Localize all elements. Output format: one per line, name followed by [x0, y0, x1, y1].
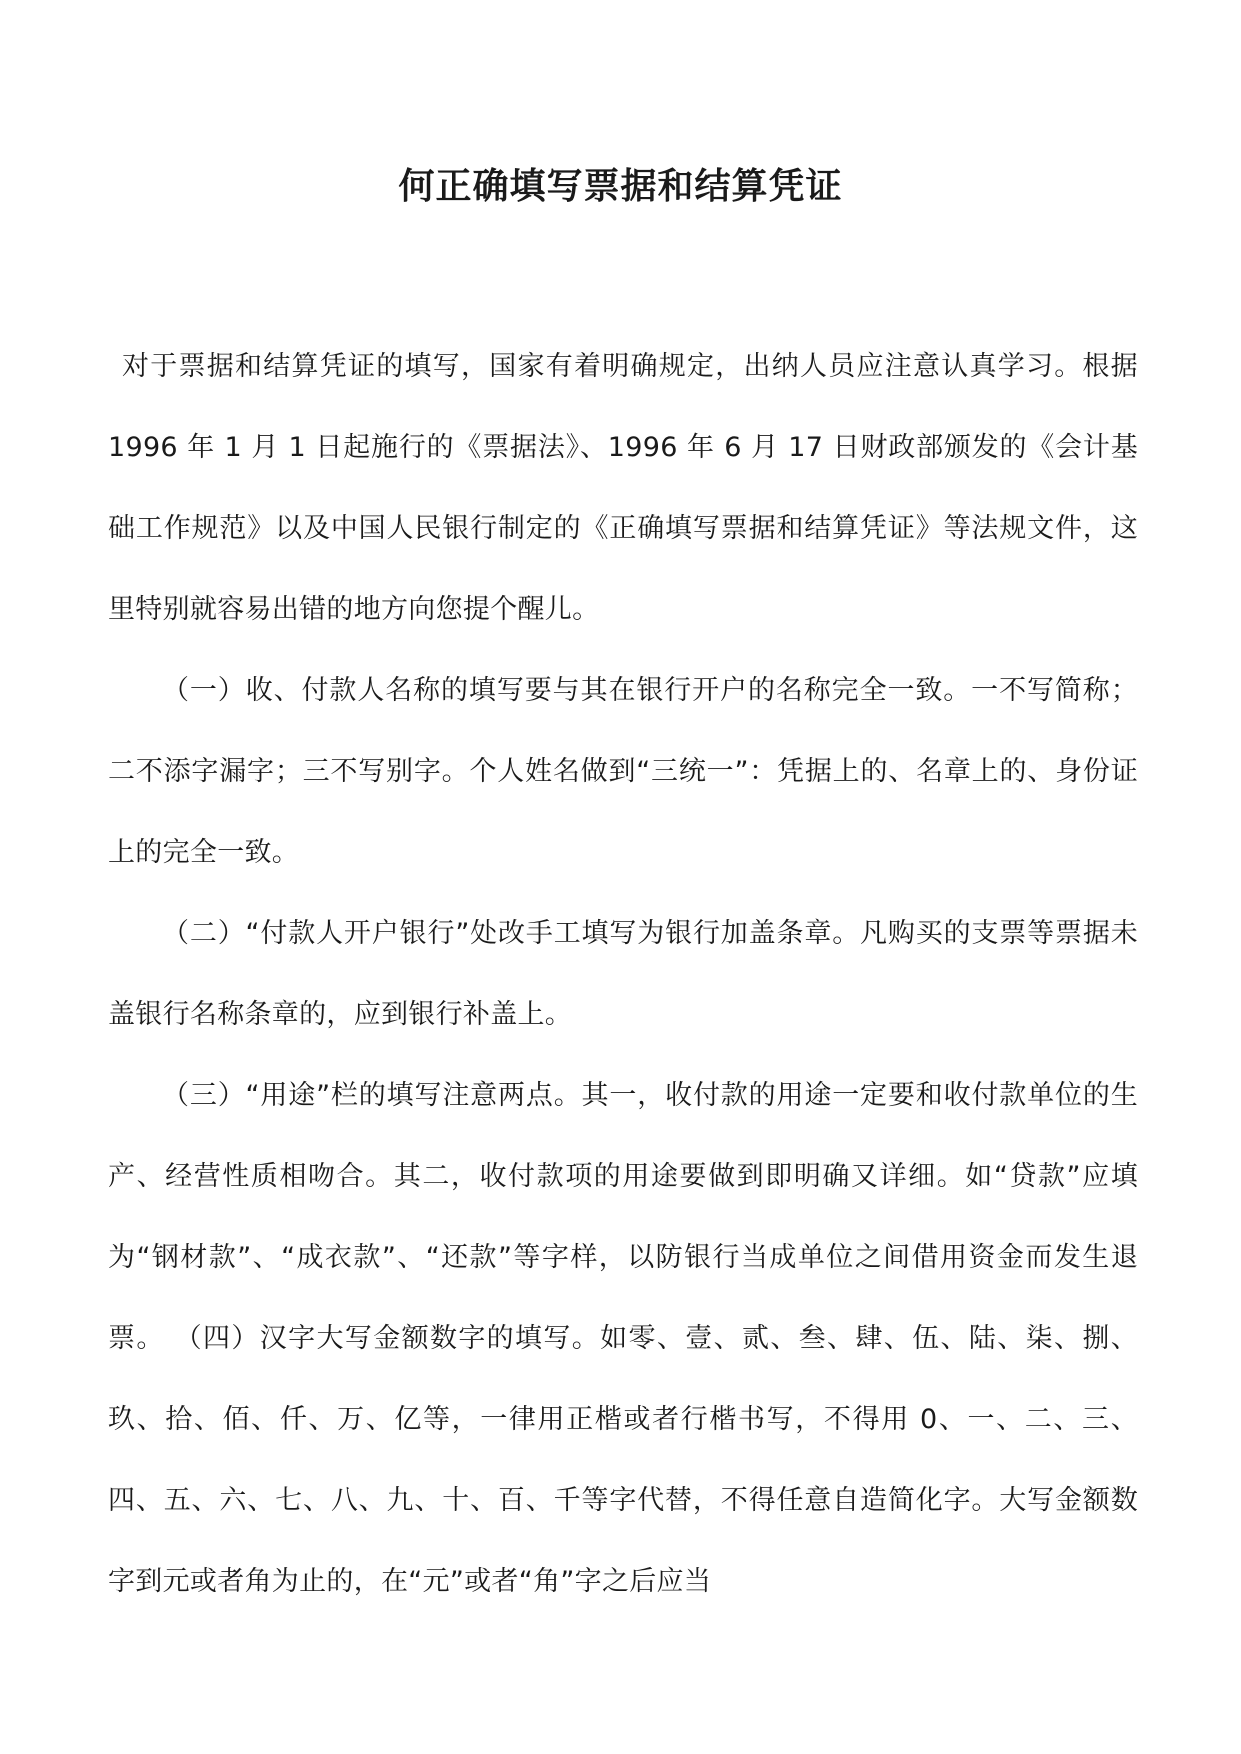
- paragraph-item-2: （二）“付款人开户银行”处改手工填写为银行加盖条章。凡购买的支票等票据未盖银行名称条章的，应到银行补盖上。: [108, 918, 1138, 1030]
- paragraph-intro: 对于票据和结算凭证的填写，国家有着明确规定，出纳人员应注意认真学习。根据 1996 年 1 月 1 日起施行的《票据法》、1996 年 6 月 17 日财政部颁发的《会计基础工作规范》以及中国人民银行制定的《正确填写票据和结算凭证》等法规文件，这里特别就容易出错的地方向您提个醒儿。: [108, 351, 1138, 625]
- document-body: [108, 326, 1138, 1622]
- paragraph-item-1: （一）收、付款人名称的填写要与其在银行开户的名称完全一致。一不写简称；二不添字漏字；三不写别字。个人姓名做到“三统一”：凭据上的、名章上的、身份证上的完全一致。: [108, 675, 1138, 868]
- paragraph-item-3: （三）“用途”栏的填写注意两点。其一，收付款的用途一定要和收付款单位的生产、经营性质相吻合。其二，收付款项的用途要做到即明确又详细。如“贷款”应填为“钢材款”、“成衣款”、“还款”等字样，以防银行当成单位之间借用资金而发生退票。 （四）汉字大写金额数字的填写。如零、壹、贰、叁、肆、伍、陆、柒、捌、玖、拾、佰、仟、万、亿等，一律用正楷或者行楷书写，不得用 0、一、二、三、四、五、六、七、八、九、十、百、千等字代替，不得任意自造简化字。大写金额数字到元或者角为止的，在“元”或者“角”字之后应当: [108, 1080, 1138, 1597]
- document-title: 何正确填写票据和结算凭证: [398, 165, 843, 207]
